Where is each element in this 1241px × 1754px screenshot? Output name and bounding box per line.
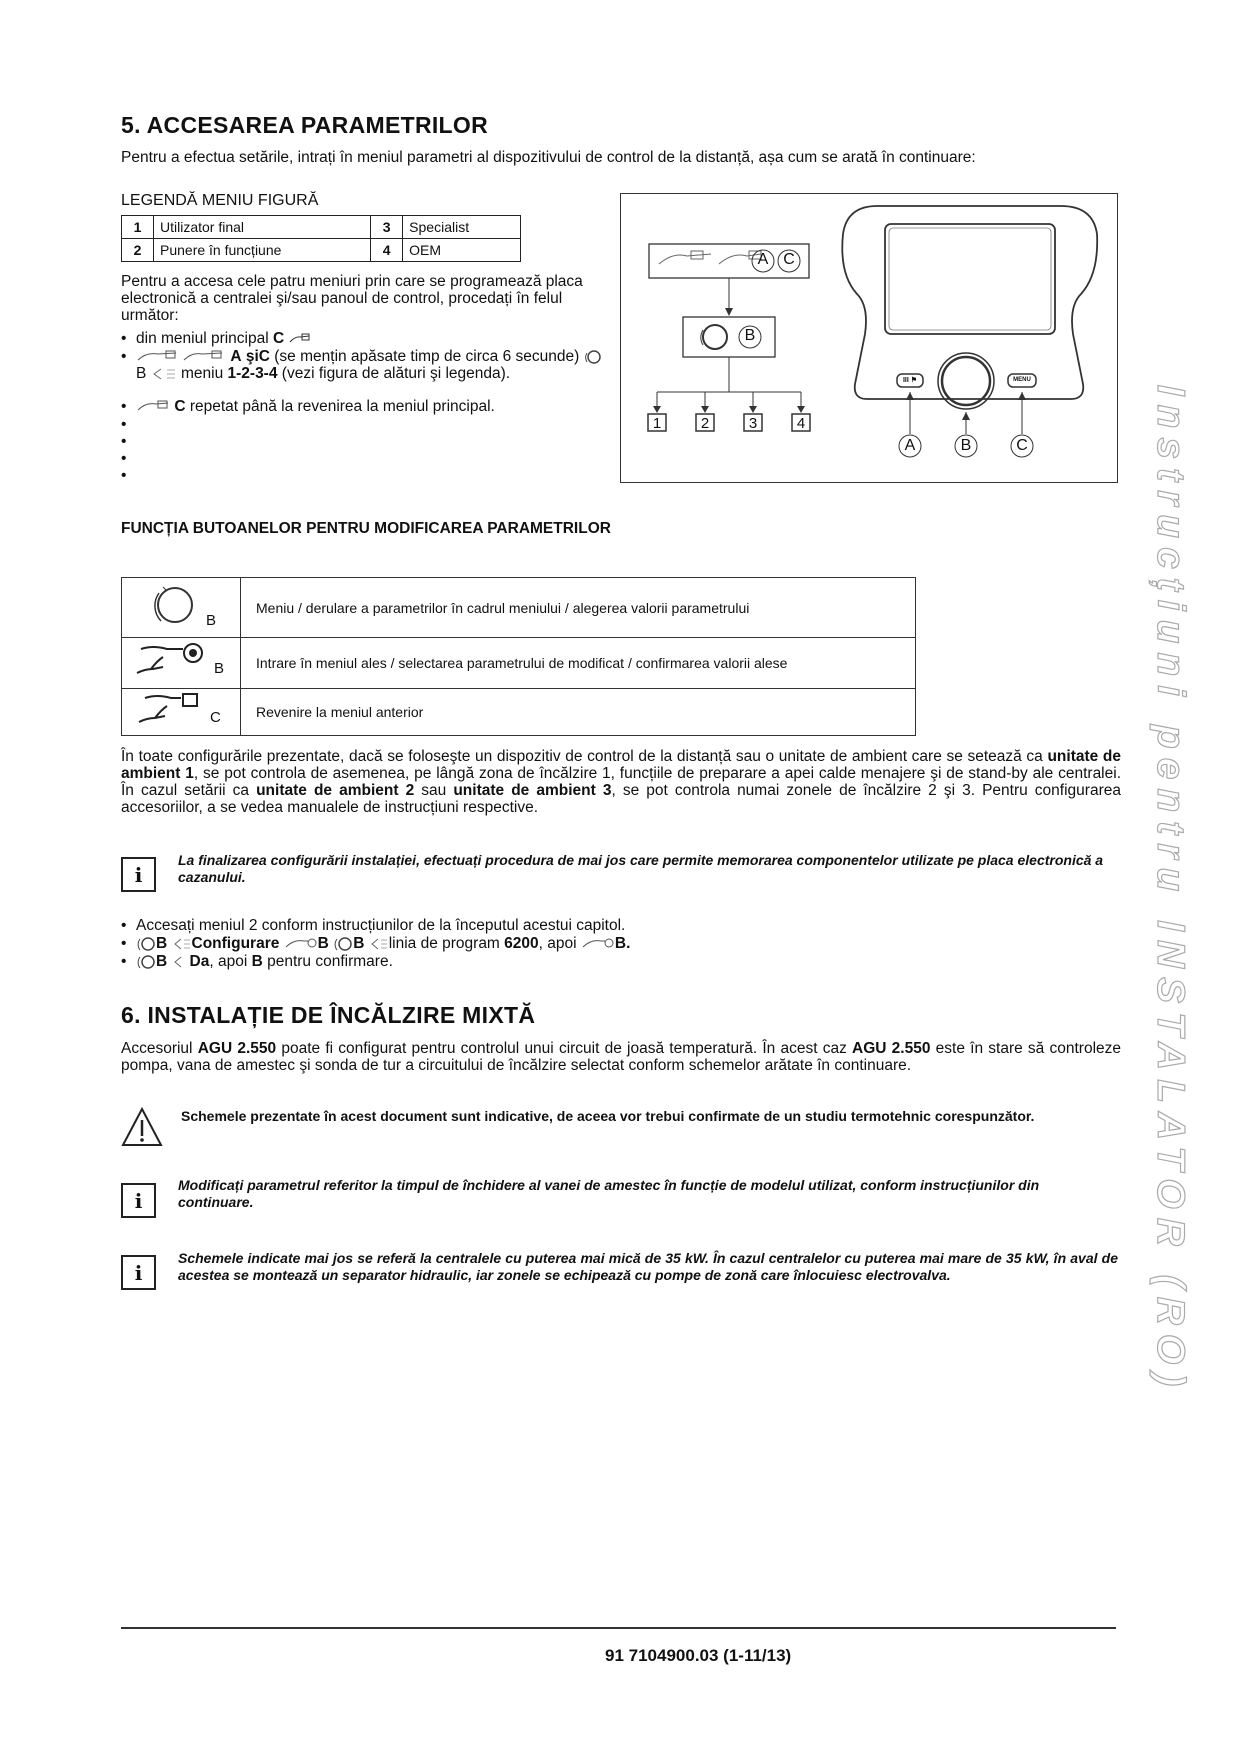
info-glyph: i [134,1260,143,1285]
step-text: , apoi [209,953,248,970]
legend-table [121,215,521,262]
document-code: 91 7104900.03 (1-11/13) [605,1646,792,1665]
info-note: La finalizarea configurării instalației, efectuați procedura de mai jos care permite memorarea componentelor utilizate pe placa electronică a cazanului. [178,852,1104,885]
legend-num: 3 [371,216,403,239]
step-key: şiC [245,348,270,365]
diagram-letter: C [783,251,795,268]
step-item [136,917,836,935]
side-text: Instrucțiuni pentru INSTALATOR (RO) [1149,384,1192,1396]
step-text: (se mențin apăsate timp de circa 6 secunde) [274,348,580,365]
hand-press-icon [136,400,170,414]
legend-label: Specialist [403,216,521,239]
hand-press-icon [136,350,226,364]
text: Accesoriul [121,1040,198,1057]
step-key: C [273,330,285,347]
text-bold: AGU 2.550 [852,1040,931,1057]
info-note: Schemele indicate mai jos se referă la centralele cu puterea mai mică de 35 kW. În cazul centralelor cu puterea mai mare de 35 kW, în aval de acestea se montează un separator hidraulic, iar zonele se echipează cu pompe de zonă care înlocuiesc electrovalva. [178,1250,1118,1283]
info-glyph: i [134,1188,143,1213]
menu-number: 3 [748,415,758,432]
menu-number: 1 [652,415,662,432]
step-item [136,398,616,416]
text-bold: unitate de ambient 1 [121,748,1121,782]
rotary-knob-icon [123,579,239,631]
rotary-knob-icon [136,936,156,952]
arrow-left-icon [172,955,190,969]
legend-num: 2 [122,239,154,262]
diagram-letter: B [744,327,756,344]
step-key: B [353,935,365,952]
step-text: linia de program [388,935,500,952]
arrow-left-icon [369,937,389,951]
step-key: Da [189,953,210,970]
step-text: meniu [180,365,224,382]
function-text: Meniu / derulare a parametrilor în cadrul meniului / alegerea valorii parametrului [241,578,916,638]
info-glyph: i [134,862,143,887]
button-letter: B [206,612,217,629]
step-key: Configurare [191,935,280,952]
text-bold: AGU 2.550 [197,1040,277,1057]
step-key: 6200 [504,935,539,952]
device-letter: C [1016,437,1028,454]
step-key: B [251,953,263,970]
section6-paragraph [121,1040,1121,1074]
empty-bullet [136,433,616,450]
warning-note: Schemele prezentate în acest document sunt indicative, de aceea vor trebui confirmate de un studiu termotehnic corespunzător. [181,1108,1035,1124]
step-text: Accesați meniul 2 conform instrucțiunilor de la începutul acestui capitol. [136,917,626,934]
footer-divider [121,1627,1116,1629]
step-key: B [156,953,168,970]
step-text: din meniul principal [136,330,269,347]
func-title: FUNCȚIA BUTOANELOR PENTRU MODIFICAREA PARAMETRILOR [121,520,611,537]
text: , se pot controla de asemenea, pe lângă zona de încălzire 1, funcțiile de preparare a apei calde menajere şi de stand-by ale centralei. În cazul setării ca [121,765,1121,799]
side-banner [1150,330,1190,1450]
rotary-knob-icon [584,349,604,365]
text: este în stare să controleze pompa, vana de amestec şi sonda de tur a circuitului de încălzire selectat conform schemelor arătate în continuare. [121,1040,1121,1074]
device-letter: A [904,437,916,454]
legend-title: LEGENDĂ MENIU FIGURĂ [121,192,319,209]
access-text: Pentru a accesa cele patru meniuri prin care se programează placa electronică a centralei şi/sau panoul de control, procedați în felul următor: [121,273,583,324]
step-text: (vezi figura de alături şi legenda). [281,365,511,382]
section-title: 5. ACCESAREA PARAMETRILOR [121,112,488,138]
button-letter: B [214,660,225,677]
info-icon [121,1255,156,1290]
info-icon [121,1183,156,1218]
function-text: Revenire la meniul anterior [241,689,916,736]
empty-bullet [136,467,616,484]
step-item [136,935,836,953]
arrow-left-icon [172,937,192,951]
empty-bullet [136,416,616,433]
text: sau [414,782,454,799]
info-icon [121,857,156,892]
step-item [136,348,616,398]
device-letter: B [960,437,972,454]
table-row [122,578,916,638]
step-key: B [136,365,147,382]
function-text: Intrare în meniul ales / selectarea parametrului de modificat / confirmarea valorii alese [241,638,916,689]
device-key-menu: MENU [1013,377,1031,383]
empty-bullet [136,450,616,467]
diagram-letter: A [757,251,769,268]
intro-text: Pentru a efectua setările, intrați în meniul parametri al dispozitivului de control de la distanță, așa cum se arată în continuare: [121,149,976,166]
section-title: 6. INSTALAȚIE DE ÎNCĂLZIRE MIXTĂ [121,1002,536,1028]
diagram-drawing [621,194,1117,482]
device-key-left: III ⚑ [902,377,918,384]
step-text: pentru confirmare. [267,953,393,970]
menu-number: 2 [700,415,710,432]
text: În toate configurările prezentate, dacă se foloseşte un dispozitiv de control de la distanță sau o unitate de ambient care se setează ca [121,748,1048,765]
step-key: B. [614,935,631,952]
legend-num: 1 [122,216,154,239]
rotary-knob-icon [333,936,353,952]
arrow-left-icon [151,367,177,381]
step-key: 1-2-3-4 [227,365,278,382]
info-note: Modificați parametrul referitor la timpul de închidere al vanei de amestec în funcție de modelul utilizat, conform instrucțiunilor din continuare. [178,1177,1040,1210]
step-key: B [156,935,168,952]
step-text: repetat până la revenirea la meniul principal. [189,398,495,415]
legend-label: Utilizator final [154,216,371,239]
config-paragraph [121,748,1121,816]
text: poate fi configurat pentru controlul unui circuit de joasă temperatură. În acest caz [276,1040,853,1057]
text: , se pot controla numai zonele de încălzire 2 şi 3. Pentru configurarea accesoriilor, a se vedea manualele de instrucțiuni respective. [121,782,1121,816]
step-key: B [317,935,329,952]
step-item [136,953,836,971]
step-key: C [174,398,186,415]
rotary-knob-icon [136,954,156,970]
step-text: , apoi [538,935,577,952]
access-steps [121,330,616,484]
menu-diagram [620,193,1118,483]
hand-press-icon [581,937,615,951]
text-bold: unitate de ambient 3 [453,782,612,799]
legend-num: 4 [371,239,403,262]
hand-press-icon [123,690,239,729]
table-row [122,689,916,736]
table-row [122,638,916,689]
hand-press-icon [284,937,318,951]
legend-label: Punere în funcțiune [154,239,371,262]
warning-icon [121,1107,163,1147]
hand-press-icon [289,333,311,345]
step-key: A [230,348,242,365]
menu-number: 4 [796,415,806,432]
button-letter: C [210,709,221,726]
memo-steps [121,917,836,971]
step-item [136,330,616,348]
legend-label: OEM [403,239,521,262]
button-function-table [121,577,916,736]
text-bold: unitate de ambient 2 [256,782,415,799]
